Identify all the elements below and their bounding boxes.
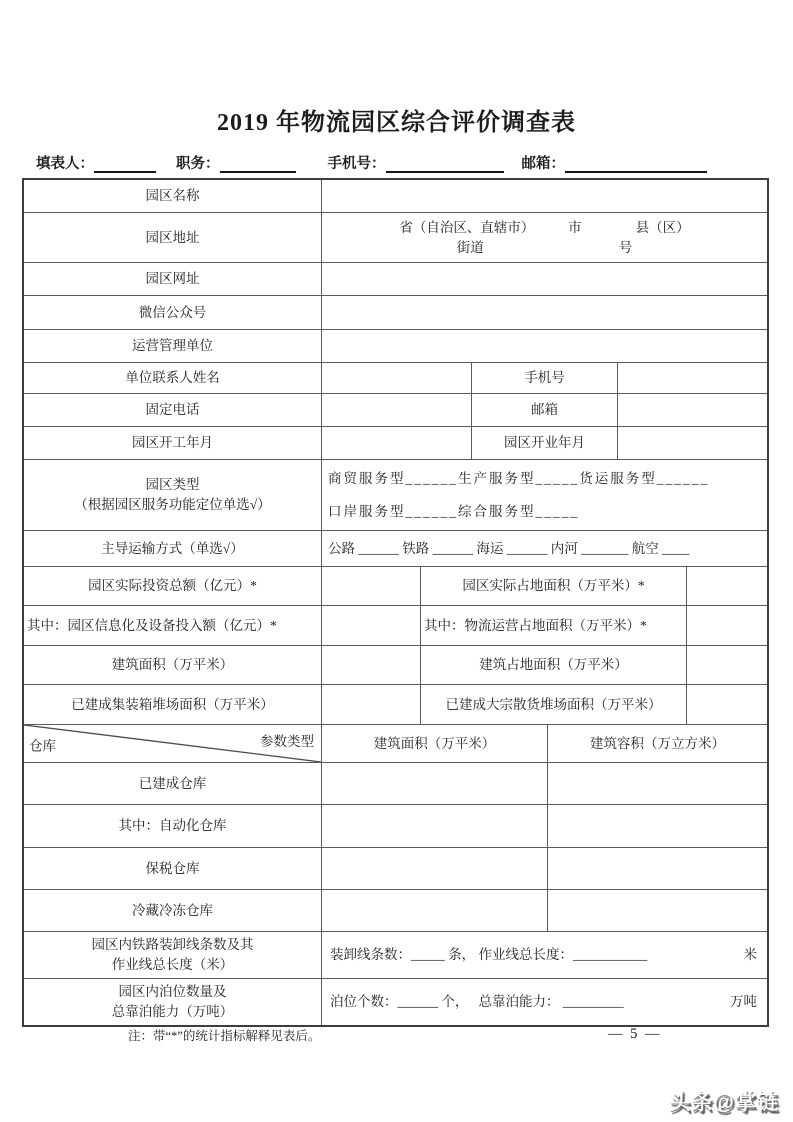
value-building-area <box>322 646 421 684</box>
value-berth-capacity <box>322 979 767 1025</box>
value-contact-name <box>322 363 472 393</box>
berth-fill-text: 泊位个数：______ 个， 总靠泊能力： _________ <box>330 994 624 1010</box>
watermark: 头条@掌链 <box>669 1091 779 1114</box>
value-park-address <box>322 213 767 262</box>
table-row <box>24 427 767 460</box>
label-park-website: 园区网址 <box>24 263 322 295</box>
value-landline <box>322 394 472 426</box>
table-row <box>24 932 767 979</box>
value-bonded-warehouse-area <box>322 848 548 889</box>
table-row <box>24 848 767 890</box>
mobile-field <box>328 152 522 173</box>
label-opening-date: 园区开业年月 <box>472 427 618 459</box>
form-header-line <box>36 152 766 173</box>
mobile-label: 手机号： <box>327 156 386 172</box>
address-line-1: 省（自治区、直辖市） 市 县（区） <box>399 219 690 235</box>
railway-fill-text: 装卸线条数：_____ 条， 作业线总长度：___________ <box>330 947 648 963</box>
value-park-website <box>322 263 767 295</box>
value-building-footprint <box>687 646 767 684</box>
page-title: 2019 年物流园区综合评价调查表 <box>217 110 576 136</box>
table-row <box>24 646 767 685</box>
filler-name-field <box>36 152 176 173</box>
blank-line <box>220 156 296 173</box>
berth-label-line-2: 总靠泊能力（万吨） <box>111 1004 234 1019</box>
berth-unit: 万吨 <box>730 994 757 1010</box>
label-logistics-operation-area: 其中：物流运营占地面积（万平米）* <box>421 606 687 645</box>
label-railway-loading-lines <box>24 932 322 978</box>
label-transport-mode: 主导运输方式（单选√） <box>24 531 322 566</box>
table-row <box>24 531 767 567</box>
email-label: 邮箱： <box>521 156 565 172</box>
label-total-investment: 园区实际投资总额（亿元）* <box>24 567 322 605</box>
filler-name-label: 填表人： <box>36 156 94 172</box>
corner-label-parameter-type: 参数类型 <box>260 733 314 749</box>
position-label: 职务： <box>176 156 220 172</box>
value-completed-warehouse-area <box>322 763 548 804</box>
value-railway-loading-lines <box>322 932 767 978</box>
table-row <box>24 890 767 932</box>
park-type-options-line-2: 口岸服务型______综合服务型_____ <box>328 503 580 519</box>
diagonal-header-cell <box>24 725 322 762</box>
value-construction-date <box>322 427 472 459</box>
blank-line <box>565 156 707 173</box>
label-building-footprint: 建筑占地面积（万平米） <box>421 646 687 684</box>
label-it-equipment-investment: 其中：园区信息化及设备投入额（亿元）* <box>24 606 322 645</box>
warehouse-header-row <box>24 725 767 763</box>
table-row <box>24 180 767 213</box>
position-field <box>176 152 328 173</box>
page-number: — 5 — <box>608 1026 662 1042</box>
berth-label-line-1: 园区内泊位数量及 <box>118 984 227 1000</box>
column-header-building-volume: 建筑容积（万立方米） <box>590 735 725 751</box>
address-line-2: 街道 号 <box>456 239 633 255</box>
column-header-building-area: 建筑面积（万平米） <box>322 725 548 762</box>
railway-label-line-1: 园区内铁路装卸线条数及其 <box>91 937 254 953</box>
park-type-label-line-1: 园区类型 <box>145 477 200 493</box>
label-wechat-account: 微信公众号 <box>24 296 322 329</box>
value-contact-email <box>618 394 767 426</box>
value-automated-warehouse-area <box>322 805 548 847</box>
label-construction-date: 园区开工年月 <box>24 427 322 459</box>
value-park-type <box>322 460 767 530</box>
label-bulk-cargo-yard-area: 已建成大宗散货堆场面积（万平米） <box>421 685 687 724</box>
table-row <box>24 805 767 848</box>
value-wechat-account <box>322 296 767 329</box>
label-automated-warehouse: 其中：自动化仓库 <box>24 805 322 847</box>
value-transport-mode: 公路 ______ 铁路 ______ 海运 ______ 内河 _______ 航空 ____ <box>328 540 690 556</box>
table-row <box>24 606 767 646</box>
label-park-type <box>24 460 322 530</box>
table-row <box>24 213 767 263</box>
value-actual-land-area <box>687 567 767 605</box>
table-row <box>24 567 767 606</box>
table-row <box>24 330 767 363</box>
value-cold-storage-warehouse-area <box>322 890 548 931</box>
corner-label-warehouse: 仓库 <box>29 738 56 754</box>
label-container-yard-area: 已建成集装箱堆场面积（万平米） <box>24 685 322 724</box>
value-it-equipment-investment <box>322 606 421 645</box>
table-row <box>24 296 767 330</box>
label-building-area: 建筑面积（万平米） <box>24 646 322 684</box>
label-park-address: 园区地址 <box>24 213 322 262</box>
label-actual-land-area: 园区实际占地面积（万平米）* <box>421 567 687 605</box>
value-cold-storage-warehouse-volume <box>548 890 767 931</box>
value-container-yard-area <box>322 685 421 724</box>
label-completed-warehouse: 已建成仓库 <box>24 763 322 804</box>
value-operating-unit <box>322 330 767 362</box>
table-row <box>24 763 767 805</box>
survey-form-table <box>22 178 769 1027</box>
park-type-options-line-1: 商贸服务型______生产服务型_____货运服务型______ <box>328 470 710 486</box>
label-contact-email: 邮箱 <box>472 394 618 426</box>
table-row <box>24 979 767 1025</box>
email-field <box>522 152 708 173</box>
label-contact-name: 单位联系人姓名 <box>24 363 322 393</box>
label-operating-unit: 运营管理单位 <box>24 330 322 362</box>
label-contact-mobile: 手机号 <box>472 363 618 393</box>
table-row <box>24 394 767 427</box>
label-bonded-warehouse: 保税仓库 <box>24 848 322 889</box>
value-completed-warehouse-volume <box>548 763 767 804</box>
table-row <box>24 685 767 725</box>
blank-line <box>386 156 504 173</box>
label-cold-storage-warehouse: 冷藏冷冻仓库 <box>24 890 322 931</box>
value-automated-warehouse-volume <box>548 805 767 847</box>
label-landline: 固定电话 <box>24 394 322 426</box>
footnote: 注：带“*”的统计指标解释见表后。 <box>128 1029 321 1043</box>
value-bulk-cargo-yard-area <box>687 685 767 724</box>
value-logistics-operation-area <box>687 606 767 645</box>
value-opening-date <box>618 427 767 459</box>
table-row <box>24 363 767 394</box>
blank-line <box>94 156 156 173</box>
label-park-name: 园区名称 <box>24 180 322 212</box>
railway-unit: 米 <box>743 947 757 963</box>
label-berth-capacity <box>24 979 322 1025</box>
table-row <box>24 460 767 531</box>
value-total-investment <box>322 567 421 605</box>
table-row <box>24 263 767 296</box>
value-park-name <box>322 180 767 212</box>
railway-label-line-2: 作业线总长度（米） <box>111 957 234 972</box>
value-bonded-warehouse-volume <box>548 848 767 889</box>
park-type-label-line-2: （根据园区服务功能定位单选√） <box>74 497 271 512</box>
value-contact-mobile <box>618 363 767 393</box>
